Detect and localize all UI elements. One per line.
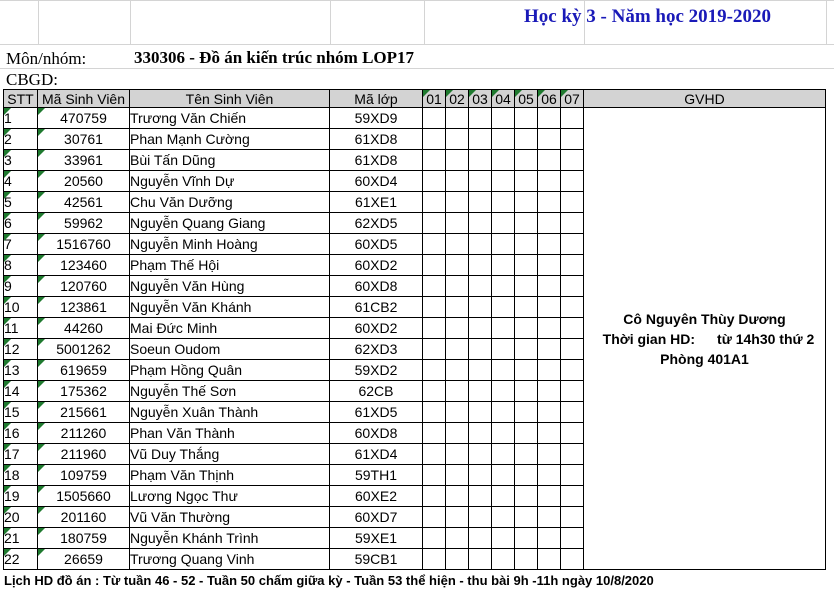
cell-student-name[interactable]: Vũ Văn Thường — [130, 507, 330, 528]
cell-class-code[interactable]: 62XD5 — [330, 213, 423, 234]
cell-week-1[interactable] — [423, 234, 446, 255]
cell-week-6[interactable] — [538, 108, 561, 129]
cell-week-1[interactable] — [423, 108, 446, 129]
cell-week-4[interactable] — [492, 339, 515, 360]
cell-week-6[interactable] — [538, 549, 561, 570]
cell-student-name[interactable]: Phạm Hồng Quân — [130, 360, 330, 381]
cell-week-4[interactable] — [492, 213, 515, 234]
cell-class-code[interactable]: 61XD4 — [330, 444, 423, 465]
cell-week-6[interactable] — [538, 528, 561, 549]
cell-student-id[interactable]: 1516760 — [38, 234, 130, 255]
cell-student-name[interactable]: Nguyễn Vĩnh Dự — [130, 171, 330, 192]
gridline — [38, 0, 39, 44]
cell-week-7[interactable] — [561, 360, 584, 381]
cell-stt[interactable]: 4 — [4, 171, 38, 192]
cell-week-5[interactable] — [515, 486, 538, 507]
col-header-stt[interactable]: STT — [4, 90, 38, 108]
cell-week-3[interactable] — [469, 423, 492, 444]
cell-class-code[interactable]: 60XD4 — [330, 171, 423, 192]
cell-student-name[interactable]: Phạm Thế Hội — [130, 255, 330, 276]
cell-week-6[interactable] — [538, 150, 561, 171]
cell-week-5[interactable] — [515, 129, 538, 150]
cell-week-3[interactable] — [469, 171, 492, 192]
cell-stt[interactable]: 11 — [4, 318, 38, 339]
cell-student-id[interactable]: 30761 — [38, 129, 130, 150]
cell-week-6[interactable] — [538, 213, 561, 234]
cell-week-7[interactable] — [561, 255, 584, 276]
gridline — [0, 68, 834, 69]
cell-week-5[interactable] — [515, 213, 538, 234]
advisor-time-label: Thời gian HD: — [602, 330, 696, 347]
cell-week-5[interactable] — [515, 192, 538, 213]
cell-week-4[interactable] — [492, 402, 515, 423]
cell-week-2[interactable] — [446, 339, 469, 360]
cell-week-7[interactable] — [561, 381, 584, 402]
cell-student-id[interactable]: 33961 — [38, 150, 130, 171]
gridline — [826, 0, 827, 44]
cell-week-3[interactable] — [469, 297, 492, 318]
cell-week-3[interactable] — [469, 360, 492, 381]
cell-week-1[interactable] — [423, 423, 446, 444]
cell-week-2[interactable] — [446, 129, 469, 150]
cell-student-name[interactable]: Vũ Duy Thắng — [130, 444, 330, 465]
cell-week-4[interactable] — [492, 423, 515, 444]
col-header-student-name[interactable]: Tên Sinh Viên — [130, 90, 330, 108]
cell-student-id[interactable]: 175362 — [38, 381, 130, 402]
cell-week-3[interactable] — [469, 213, 492, 234]
cell-week-1[interactable] — [423, 171, 446, 192]
cell-week-3[interactable] — [469, 129, 492, 150]
cell-week-6[interactable] — [538, 360, 561, 381]
cell-student-name[interactable]: Trương Quang Vinh — [130, 549, 330, 570]
cell-week-1[interactable] — [423, 360, 446, 381]
cell-student-name[interactable]: Nguyễn Quang Giang — [130, 213, 330, 234]
cell-week-6[interactable] — [538, 402, 561, 423]
cell-week-1[interactable] — [423, 192, 446, 213]
cell-week-4[interactable] — [492, 381, 515, 402]
cell-class-code[interactable]: 59CB1 — [330, 549, 423, 570]
header-row — [4, 90, 826, 108]
cell-week-5[interactable] — [515, 234, 538, 255]
cell-class-code[interactable]: 59XD2 — [330, 360, 423, 381]
cell-week-5[interactable] — [515, 276, 538, 297]
cell-student-name[interactable]: Lương Ngọc Thư — [130, 486, 330, 507]
cell-week-2[interactable] — [446, 108, 469, 129]
cell-student-name[interactable]: Phan Văn Thành — [130, 423, 330, 444]
cell-stt[interactable]: 10 — [4, 297, 38, 318]
cell-stt[interactable]: 14 — [4, 381, 38, 402]
cell-student-name[interactable]: Nguyễn Văn Hùng — [130, 276, 330, 297]
cell-week-2[interactable] — [446, 234, 469, 255]
cell-student-id[interactable]: 619659 — [38, 360, 130, 381]
cell-stt[interactable]: 8 — [4, 255, 38, 276]
cell-week-7[interactable] — [561, 318, 584, 339]
cell-week-6[interactable] — [538, 255, 561, 276]
cell-week-3[interactable] — [469, 444, 492, 465]
cell-week-4[interactable] — [492, 297, 515, 318]
cell-week-3[interactable] — [469, 486, 492, 507]
cell-week-4[interactable] — [492, 129, 515, 150]
cell-student-id[interactable]: 42561 — [38, 192, 130, 213]
cell-week-6[interactable] — [538, 276, 561, 297]
cell-week-4[interactable] — [492, 507, 515, 528]
cell-student-id[interactable]: 211960 — [38, 444, 130, 465]
col-header-week-03[interactable]: 03 — [469, 90, 492, 108]
col-header-week-01[interactable]: 01 — [423, 90, 446, 108]
cell-week-5[interactable] — [515, 255, 538, 276]
cell-week-4[interactable] — [492, 255, 515, 276]
cell-class-code[interactable]: 60XD8 — [330, 423, 423, 444]
col-header-advisor[interactable]: GVHD — [584, 90, 826, 108]
table-row — [4, 108, 826, 129]
col-header-class-code[interactable]: Mã lớp — [330, 90, 423, 108]
cell-stt[interactable]: 7 — [4, 234, 38, 255]
cell-week-7[interactable] — [561, 150, 584, 171]
cell-week-2[interactable] — [446, 444, 469, 465]
cell-stt[interactable]: 3 — [4, 150, 38, 171]
cell-week-5[interactable] — [515, 150, 538, 171]
cell-week-7[interactable] — [561, 234, 584, 255]
cell-week-3[interactable] — [469, 402, 492, 423]
cell-week-7[interactable] — [561, 297, 584, 318]
cell-stt[interactable]: 18 — [4, 465, 38, 486]
cell-stt[interactable]: 2 — [4, 129, 38, 150]
cell-week-1[interactable] — [423, 339, 446, 360]
cell-week-1[interactable] — [423, 276, 446, 297]
semester-title: Học kỳ 3 - Năm học 2019-2020 — [524, 6, 771, 27]
col-header-week-05[interactable]: 05 — [515, 90, 538, 108]
gridline — [0, 44, 834, 45]
cell-week-7[interactable] — [561, 108, 584, 129]
gridline — [130, 0, 131, 44]
cell-week-5[interactable] — [515, 108, 538, 129]
cell-week-5[interactable] — [515, 402, 538, 423]
cell-week-1[interactable] — [423, 150, 446, 171]
cell-week-2[interactable] — [446, 549, 469, 570]
cell-week-1[interactable] — [423, 507, 446, 528]
cell-week-6[interactable] — [538, 339, 561, 360]
cell-week-5[interactable] — [515, 465, 538, 486]
cell-week-2[interactable] — [446, 171, 469, 192]
cell-week-6[interactable] — [538, 381, 561, 402]
cell-week-5[interactable] — [515, 171, 538, 192]
cell-class-code[interactable]: 59XE1 — [330, 528, 423, 549]
advisor-time-value: từ 14h30 thứ 2 — [717, 330, 815, 347]
cell-week-2[interactable] — [446, 486, 469, 507]
cell-student-id[interactable]: 109759 — [38, 465, 130, 486]
cell-week-1[interactable] — [423, 381, 446, 402]
cell-week-6[interactable] — [538, 423, 561, 444]
cell-week-2[interactable] — [446, 318, 469, 339]
cell-week-2[interactable] — [446, 423, 469, 444]
cell-week-4[interactable] — [492, 549, 515, 570]
cell-week-3[interactable] — [469, 465, 492, 486]
cell-week-4[interactable] — [492, 528, 515, 549]
cell-week-5[interactable] — [515, 507, 538, 528]
cell-class-code[interactable]: 60XD8 — [330, 276, 423, 297]
cell-week-7[interactable] — [561, 486, 584, 507]
cell-week-4[interactable] — [492, 171, 515, 192]
cell-week-5[interactable] — [515, 318, 538, 339]
advisor-name: Cô Nguyên Thùy Dương — [623, 310, 786, 327]
cell-week-6[interactable] — [538, 318, 561, 339]
cell-week-2[interactable] — [446, 360, 469, 381]
advisor-room: Phòng 401A1 — [660, 350, 749, 367]
cell-week-7[interactable] — [561, 129, 584, 150]
schedule-note: Lịch HD đồ án : Từ tuần 46 - 52 - Tuần 50 chấm giữa kỳ - Tuần 53 thể hiện - thu bài 9h -11h ngày 10/8/2020 — [4, 573, 654, 588]
cell-week-5[interactable] — [515, 360, 538, 381]
cell-week-3[interactable] — [469, 381, 492, 402]
cell-student-id[interactable]: 1505660 — [38, 486, 130, 507]
advisor-cell[interactable] — [584, 108, 826, 570]
cell-week-1[interactable] — [423, 486, 446, 507]
cell-stt[interactable]: 5 — [4, 192, 38, 213]
student-roster-table — [3, 89, 826, 570]
cell-week-3[interactable] — [469, 507, 492, 528]
cell-week-3[interactable] — [469, 339, 492, 360]
cell-week-7[interactable] — [561, 171, 584, 192]
cell-student-name[interactable]: Phan Mạnh Cường — [130, 129, 330, 150]
cell-week-7[interactable] — [561, 276, 584, 297]
cell-week-4[interactable] — [492, 486, 515, 507]
cell-week-1[interactable] — [423, 465, 446, 486]
cell-week-6[interactable] — [538, 171, 561, 192]
cell-week-1[interactable] — [423, 402, 446, 423]
cell-stt[interactable]: 19 — [4, 486, 38, 507]
cell-week-3[interactable] — [469, 192, 492, 213]
cell-student-id[interactable]: 20560 — [38, 171, 130, 192]
cell-week-3[interactable] — [469, 549, 492, 570]
gridline — [424, 0, 425, 44]
cell-week-7[interactable] — [561, 444, 584, 465]
cell-stt[interactable]: 17 — [4, 444, 38, 465]
cell-week-1[interactable] — [423, 528, 446, 549]
advisor-info — [584, 309, 825, 369]
cell-week-2[interactable] — [446, 192, 469, 213]
cell-student-id[interactable]: 26659 — [38, 549, 130, 570]
cell-student-id[interactable]: 180759 — [38, 528, 130, 549]
cell-student-id[interactable]: 59962 — [38, 213, 130, 234]
cell-week-7[interactable] — [561, 192, 584, 213]
cell-class-code[interactable]: 60XD2 — [330, 318, 423, 339]
cell-stt[interactable]: 1 — [4, 108, 38, 129]
cell-student-name[interactable]: Trương Văn Chiến — [130, 108, 330, 129]
gridline — [330, 0, 331, 44]
col-header-week-07[interactable]: 07 — [561, 90, 584, 108]
cell-week-1[interactable] — [423, 255, 446, 276]
cell-week-2[interactable] — [446, 381, 469, 402]
cell-stt[interactable]: 20 — [4, 507, 38, 528]
cell-student-id[interactable]: 470759 — [38, 108, 130, 129]
cell-class-code[interactable]: 62XD3 — [330, 339, 423, 360]
cell-week-2[interactable] — [446, 255, 469, 276]
cell-class-code[interactable]: 60XD7 — [330, 507, 423, 528]
cell-stt[interactable]: 22 — [4, 549, 38, 570]
cell-week-6[interactable] — [538, 486, 561, 507]
cell-class-code[interactable]: 61XD8 — [330, 150, 423, 171]
cell-week-6[interactable] — [538, 444, 561, 465]
cell-class-code[interactable]: 62CB — [330, 381, 423, 402]
cell-student-id[interactable]: 123460 — [38, 255, 130, 276]
cell-week-5[interactable] — [515, 444, 538, 465]
cell-week-2[interactable] — [446, 150, 469, 171]
cell-class-code[interactable]: 61CB2 — [330, 297, 423, 318]
cell-week-3[interactable] — [469, 234, 492, 255]
cell-student-name[interactable]: Nguyễn Minh Hoàng — [130, 234, 330, 255]
cell-week-1[interactable] — [423, 297, 446, 318]
cell-week-2[interactable] — [446, 465, 469, 486]
col-header-week-06[interactable]: 06 — [538, 90, 561, 108]
cell-week-7[interactable] — [561, 549, 584, 570]
cell-student-id[interactable]: 120760 — [38, 276, 130, 297]
cell-week-3[interactable] — [469, 108, 492, 129]
cell-week-7[interactable] — [561, 423, 584, 444]
col-header-week-04[interactable]: 04 — [492, 90, 515, 108]
cell-student-id[interactable]: 5001262 — [38, 339, 130, 360]
cell-week-4[interactable] — [492, 360, 515, 381]
cell-week-6[interactable] — [538, 507, 561, 528]
cell-week-1[interactable] — [423, 129, 446, 150]
cell-class-code[interactable]: 61XD5 — [330, 402, 423, 423]
cell-stt[interactable]: 12 — [4, 339, 38, 360]
subject-label: Môn/nhóm: — [6, 49, 87, 68]
cell-week-4[interactable] — [492, 234, 515, 255]
cell-class-code[interactable]: 59XD9 — [330, 108, 423, 129]
cell-student-id[interactable]: 201160 — [38, 507, 130, 528]
cell-week-5[interactable] — [515, 297, 538, 318]
cell-week-3[interactable] — [469, 150, 492, 171]
cell-week-7[interactable] — [561, 507, 584, 528]
cell-week-4[interactable] — [492, 318, 515, 339]
cell-student-name[interactable]: Soeun Oudom — [130, 339, 330, 360]
cell-week-4[interactable] — [492, 192, 515, 213]
cell-week-2[interactable] — [446, 213, 469, 234]
cell-stt[interactable]: 15 — [4, 402, 38, 423]
cell-week-5[interactable] — [515, 381, 538, 402]
cell-class-code[interactable]: 59TH1 — [330, 465, 423, 486]
cell-week-3[interactable] — [469, 276, 492, 297]
cell-week-4[interactable] — [492, 276, 515, 297]
cell-class-code[interactable]: 61XD8 — [330, 129, 423, 150]
cell-class-code[interactable]: 60XD5 — [330, 234, 423, 255]
col-header-student-id[interactable]: Mã Sinh Viên — [38, 90, 130, 108]
cell-week-7[interactable] — [561, 402, 584, 423]
cell-week-2[interactable] — [446, 507, 469, 528]
cell-class-code[interactable]: 61XE1 — [330, 192, 423, 213]
cell-stt[interactable]: 9 — [4, 276, 38, 297]
cell-week-4[interactable] — [492, 465, 515, 486]
cell-class-code[interactable]: 60XE2 — [330, 486, 423, 507]
roster-body — [4, 108, 826, 570]
cell-week-2[interactable] — [446, 297, 469, 318]
cell-week-2[interactable] — [446, 276, 469, 297]
cell-week-4[interactable] — [492, 108, 515, 129]
cell-week-7[interactable] — [561, 213, 584, 234]
cell-student-id[interactable]: 123861 — [38, 297, 130, 318]
cell-week-3[interactable] — [469, 318, 492, 339]
cell-week-6[interactable] — [538, 297, 561, 318]
gridline — [0, 0, 834, 1]
cell-stt[interactable]: 6 — [4, 213, 38, 234]
cell-student-id[interactable]: 215661 — [38, 402, 130, 423]
cell-student-name[interactable]: Chu Văn Dưỡng — [130, 192, 330, 213]
cell-week-7[interactable] — [561, 465, 584, 486]
cell-week-5[interactable] — [515, 339, 538, 360]
cell-week-2[interactable] — [446, 402, 469, 423]
cell-class-code[interactable]: 60XD2 — [330, 255, 423, 276]
cell-week-7[interactable] — [561, 339, 584, 360]
cell-week-3[interactable] — [469, 528, 492, 549]
cell-student-id[interactable]: 44260 — [38, 318, 130, 339]
cell-week-6[interactable] — [538, 465, 561, 486]
cell-student-name[interactable]: Bùi Tấn Dũng — [130, 150, 330, 171]
cell-week-1[interactable] — [423, 549, 446, 570]
cell-week-4[interactable] — [492, 150, 515, 171]
cell-student-name[interactable]: Nguyễn Thế Sơn — [130, 381, 330, 402]
advisor-time — [584, 329, 825, 349]
cell-student-name[interactable]: Nguyễn Xuân Thành — [130, 402, 330, 423]
cell-stt[interactable]: 21 — [4, 528, 38, 549]
cell-stt[interactable]: 16 — [4, 423, 38, 444]
cell-week-1[interactable] — [423, 213, 446, 234]
cell-week-6[interactable] — [538, 234, 561, 255]
cell-week-6[interactable] — [538, 192, 561, 213]
cell-week-5[interactable] — [515, 423, 538, 444]
cell-week-2[interactable] — [446, 528, 469, 549]
cell-week-5[interactable] — [515, 549, 538, 570]
cell-student-id[interactable]: 211260 — [38, 423, 130, 444]
cell-week-1[interactable] — [423, 444, 446, 465]
cell-week-5[interactable] — [515, 528, 538, 549]
cell-student-name[interactable]: Phạm Văn Thịnh — [130, 465, 330, 486]
cell-week-4[interactable] — [492, 444, 515, 465]
cell-week-1[interactable] — [423, 318, 446, 339]
instructor-label: CBGD: — [6, 70, 58, 89]
cell-student-name[interactable]: Nguyễn Văn Khánh — [130, 297, 330, 318]
cell-student-name[interactable]: Mai Đức Minh — [130, 318, 330, 339]
cell-stt[interactable]: 13 — [4, 360, 38, 381]
cell-week-3[interactable] — [469, 255, 492, 276]
cell-week-6[interactable] — [538, 129, 561, 150]
cell-week-7[interactable] — [561, 528, 584, 549]
cell-student-name[interactable]: Nguyễn Khánh Trình — [130, 528, 330, 549]
col-header-week-02[interactable]: 02 — [446, 90, 469, 108]
course-title: 330306 - Đồ án kiến trúc nhóm LOP17 — [134, 48, 415, 67]
